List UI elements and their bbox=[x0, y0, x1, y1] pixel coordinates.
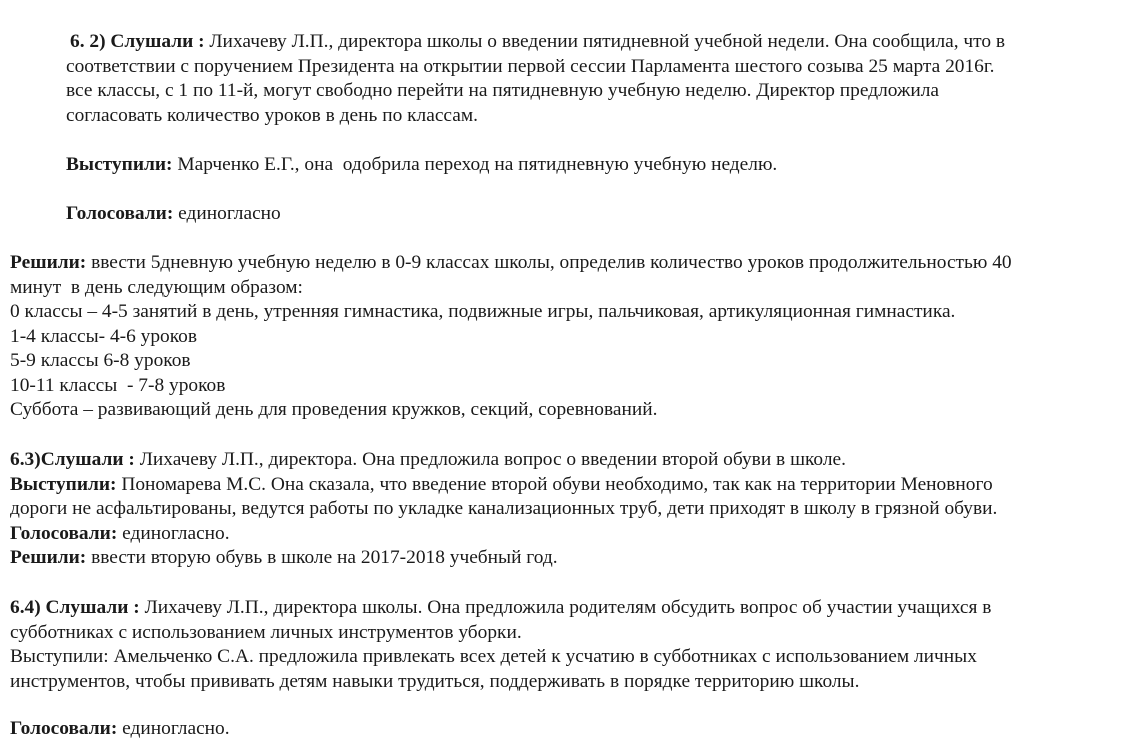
item-6-3-label: 6.3)Слушали : bbox=[10, 449, 135, 470]
item-6-3-spoke-line-1 bbox=[10, 473, 1130, 498]
item-6-3-text: Лихачеву Л.П., директора. Она предложила вопрос о введении второй обуви в школе. bbox=[134, 449, 847, 470]
item-6-4 bbox=[10, 596, 1130, 694]
item-6-2-heard bbox=[10, 30, 1130, 128]
list-item: Суббота – развивающий день для проведения кружков, секций, соревнований. bbox=[10, 399, 658, 420]
item-6-3-spoke-line-2: дороги не асфальтированы, ведутся работы по укладке канализационных труб, дети приходят в школу в грязной обуви. bbox=[10, 498, 998, 519]
item-6-2-spoke-line bbox=[10, 153, 1130, 178]
list-item: 0 классы – 4-5 занятий в день, утренняя гимнастика, подвижные игры, пальчиковая, артикуляционная гимнастика. bbox=[10, 301, 956, 322]
item-6-4-text-1: Лихачеву Л.П., директора школы. Она предложила родителям обсудить вопрос об участии учащихся в bbox=[139, 597, 992, 618]
item-6-3 bbox=[10, 448, 1130, 571]
item-6-2-spoke bbox=[10, 153, 1130, 178]
item-6-4-heard-line-1 bbox=[10, 596, 1130, 621]
list-item: 10-11 классы - 7-8 уроков bbox=[10, 374, 226, 396]
item-6-2-decided-label: Решили: bbox=[10, 252, 87, 273]
item-6-2-label: 6. 2) Слушали : bbox=[70, 31, 205, 52]
item-6-2-voted bbox=[10, 202, 1130, 227]
item-6-2-voted-label: Голосовали: bbox=[66, 203, 174, 224]
item-6-2-line-1 bbox=[10, 30, 1130, 55]
item-6-2-voted-text: единогласно bbox=[173, 203, 281, 224]
item-6-4-voted-label: Голосовали: bbox=[10, 718, 118, 739]
item-6-2-spoke-label: Выступили: bbox=[66, 154, 173, 175]
item-6-2-line-3: все классы, с 1 по 11-й, могут свободно перейти на пятидневную учебную неделю. Директор предложила bbox=[66, 80, 940, 101]
item-6-3-decided-label: Решили: bbox=[10, 547, 87, 568]
item-6-3-spoke-label: Выступили: bbox=[10, 473, 117, 495]
item-6-3-spoke-text-1: Пономарева М.С. Она сказала, что введение второй обуви необходимо, так как на территории Меновного bbox=[116, 473, 993, 495]
item-6-4-voted-text: единогласно. bbox=[117, 718, 230, 739]
item-6-4-voted-line bbox=[10, 717, 1130, 742]
item-6-3-voted-label: Голосовали: bbox=[10, 522, 118, 544]
item-6-4-voted bbox=[10, 717, 1130, 742]
item-6-3-voted-line bbox=[10, 522, 1130, 547]
item-6-2-spoke-text: Марченко Е.Г., она одобрила переход на пятидневную учебную неделю. bbox=[172, 154, 778, 175]
item-6-3-decided-line bbox=[10, 546, 1130, 571]
item-6-2-decided bbox=[10, 251, 1130, 423]
item-6-2-line-4: согласовать количество уроков в день по классам. bbox=[66, 104, 479, 126]
item-6-2-voted-line bbox=[10, 202, 1130, 227]
item-6-2-decided-line-2: минут в день следующим образом: bbox=[10, 276, 303, 298]
item-6-4-spoke-line-2: инструментов, чтобы прививать детям навыки трудиться, поддерживать в порядке территорию школы. bbox=[10, 670, 860, 692]
item-6-4-spoke-line-1: Выступили: Амельченко С.А. предложила привлекать всех детей к усчатию в субботниках с использованием личных bbox=[10, 646, 977, 667]
item-6-4-heard-line-2: субботниках с использованием личных инструментов уборки. bbox=[10, 621, 522, 643]
item-6-4-label: 6.4) Слушали : bbox=[10, 597, 140, 618]
item-6-3-voted-text: единогласно. bbox=[117, 522, 230, 544]
item-6-3-decided-text: ввести вторую обувь в школе на 2017-2018 учебный год. bbox=[86, 547, 558, 568]
item-6-2-line-2: соответствии с поручением Президента на открытии первой сессии Парламента шестого созыва 25 марта 2016г. bbox=[66, 55, 995, 77]
item-6-2-decided-line-1 bbox=[10, 251, 1130, 276]
item-6-2-text-1: Лихачеву Л.П., директора школы о введении пятидневной учебной недели. Она сообщила, что в bbox=[204, 31, 1006, 52]
list-item: 5-9 классы 6-8 уроков bbox=[10, 350, 191, 371]
item-6-3-heard-line bbox=[10, 448, 1130, 473]
list-item: 1-4 классы- 4-6 уроков bbox=[10, 325, 198, 347]
item-6-2-decided-text-1: ввести 5дневную учебную неделю в 0-9 классах школы, определив количество уроков продолжительностью 40 bbox=[86, 252, 1012, 273]
